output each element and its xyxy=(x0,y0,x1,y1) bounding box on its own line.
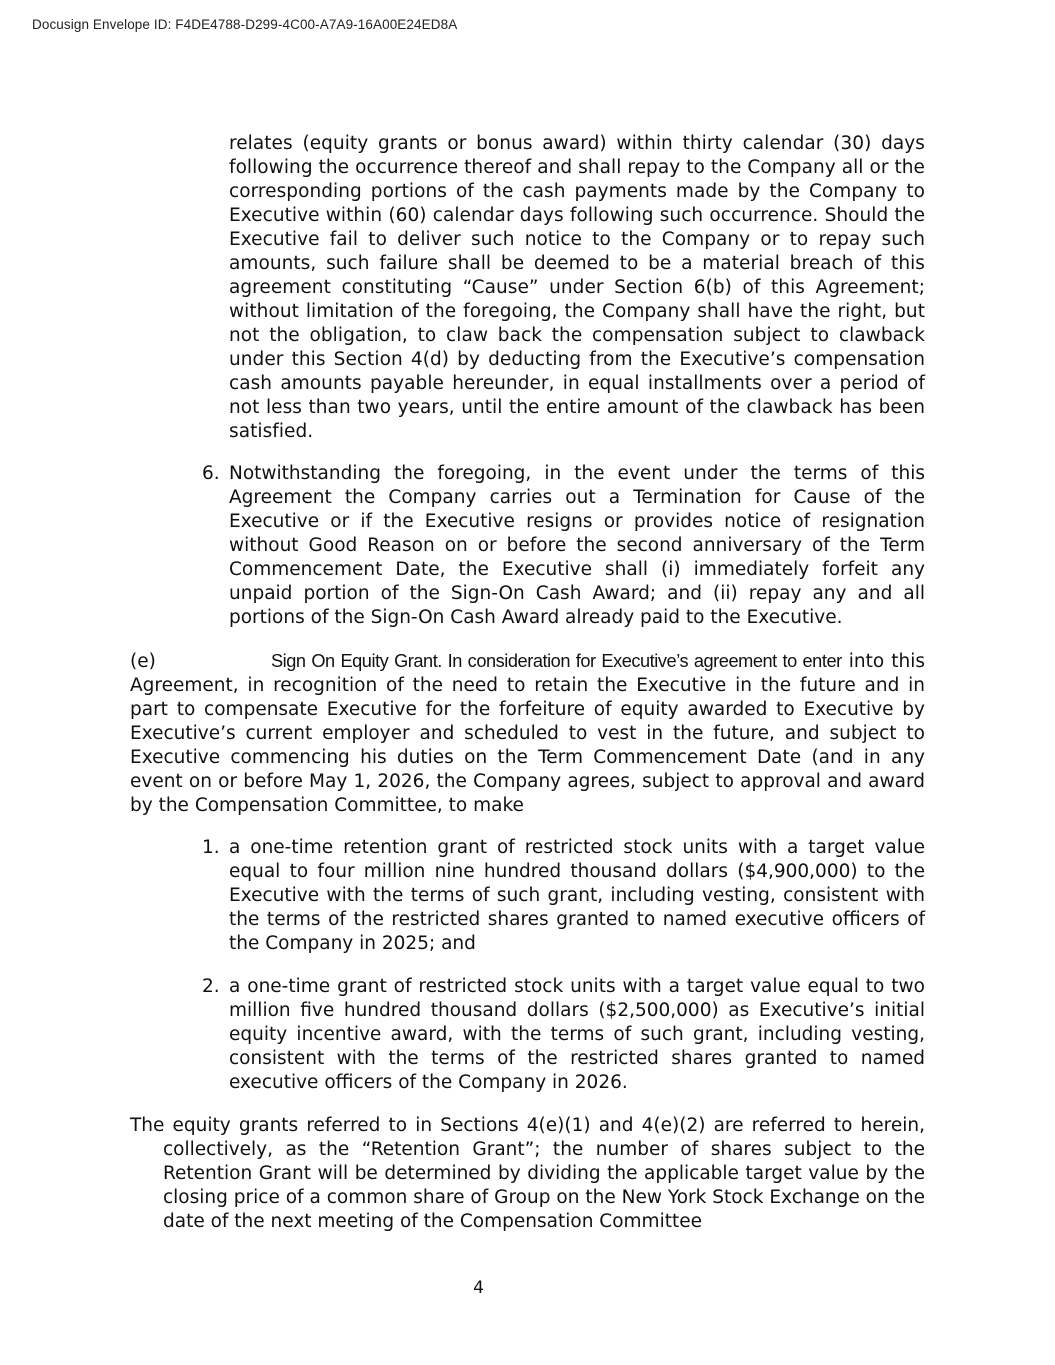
list-item-text: Notwithstanding the foregoing, in the event under the terms of this Agreement the Company carries out a Termination for Cause of the Executive or if the Executive resigns or provides notice of resignation without Good Reason on or before the second anniversary of the Term Commencement Date, the Executive shall (i) immediately forfeit any unpaid portion of the Sign-On Cash Award; and (ii) repay any and all portions of the Sign-On Cash Award already paid to the Executive. xyxy=(229,463,925,628)
section-label: (e) xyxy=(130,651,156,672)
section-e-paragraph xyxy=(130,649,925,818)
list-item-text: a one-time grant of restricted stock units with a target value equal to two million five hundred thousand dollars ($2,500,000) as Executive’s initial equity incentive award, with the terms of such grant, including vesting, consistent with the terms of the restricted shares granted to named executive officers of the Company in 2026. xyxy=(229,976,925,1093)
list-item-2 xyxy=(202,975,925,1095)
list-item-1 xyxy=(202,836,925,956)
page-number: 4 xyxy=(473,1278,484,1298)
list-item-number: 6. xyxy=(202,463,220,484)
closing-paragraph: The equity grants referred to in Sections 4(e)(1) and 4(e)(2) are referred to herein, collectively, as the “Retention Grant”; the number of shares subject to the Retention Grant will be determined by dividing the applicable target value by the closing price of a common share of Group on the New York Stock Exchange on the date of the next meeting of the Compensation Committee xyxy=(130,1115,925,1232)
list-item-number: 2. xyxy=(202,976,220,997)
section-heading: Sign On Equity Grant. In consideration for Executive’s agreement to enter xyxy=(271,651,842,671)
envelope-id-header: Docusign Envelope ID: F4DE4788-D299-4C00-A7A9-16A00E24ED8A xyxy=(32,17,458,32)
list-item-6 xyxy=(202,462,925,630)
section-body: into this Agreement, in recognition of the need to retain the Executive in the future and in part to compensate Executive for the forfeiture of equity awarded to Executive by Executive’s current employer and scheduled to vest in the future, and subject to Executive commencing his duties on the Term Commencement Date (and in any event on or before May 1, 2026, the Company agrees, subject to approval and award by the Compensation Committee, to make xyxy=(130,651,925,816)
list-item-text: a one-time retention grant of restricted stock units with a target value equal to four million nine hundred thousand dollars ($4,900,000) to the Executive with the terms of such grant, including vesting, consistent with the terms of the restricted shares granted to named executive officers of the Company in 2025; and xyxy=(229,837,925,954)
continuation-paragraph: relates (equity grants or bonus award) within thirty calendar (30) days following the occurrence thereof and shall repay to the Company all or the corresponding portions of the cash payments made by the Company to Executive within (60) calendar days following such occurrence. Should the Executive fail to deliver such notice to the Company or to repay such amounts, such failure shall be deemed to be a material breach of this agreement constituting “Cause” under Section 6(b) of this Agreement; without limitation of the foregoing, the Company shall have the right, but not the obligation, to claw back the compensation subject to clawback under this Section 4(d) by deducting from the Executive’s compensation cash amounts payable hereunder, in equal installments over a period of not less than two years, until the entire amount of the clawback has been satisfied. xyxy=(229,133,925,442)
list-item-number: 1. xyxy=(202,837,220,858)
